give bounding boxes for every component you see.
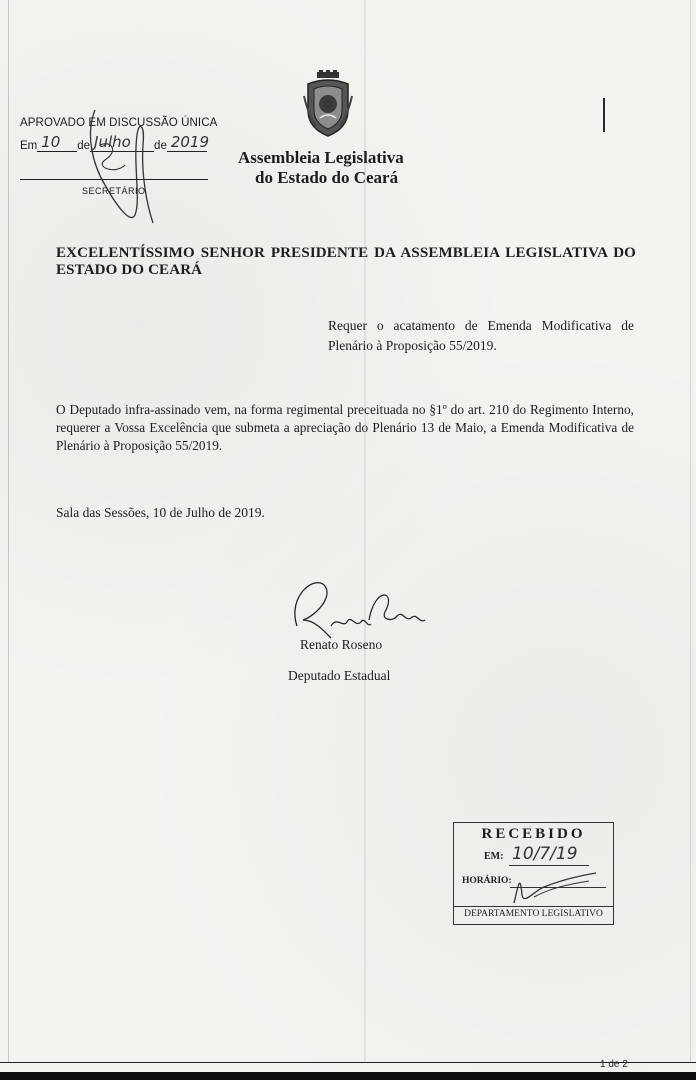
receipt-title: RECEBIDO [481, 826, 586, 842]
addressee: EXCELENTÍSSIMO SENHOR PRESIDENTE DA ASSEMBLEIA LEGISLATIVA DO ESTADO DO CEARÁ [56, 245, 636, 278]
page-number: 1 de 2 [600, 1059, 628, 1070]
page-edge-left [8, 0, 9, 1062]
receipt-date-line [509, 865, 589, 866]
ceara-coat-of-arms-icon [300, 70, 356, 140]
page-edge-right [690, 0, 691, 1062]
approval-de-label: de [77, 140, 91, 152]
viewer-bottom-bar [0, 1072, 696, 1080]
approval-signature-line [20, 179, 208, 180]
receipt-department: DEPARTAMENTO LEGISLATIVO [464, 909, 603, 919]
approval-de2-label: de [154, 140, 167, 152]
receipt-em-label: EM: [484, 851, 504, 862]
signer-name: Renato Roseno [300, 637, 383, 652]
signer-role: Deputado Estadual [288, 668, 391, 683]
ementa: Requer o acatamento de Emenda Modificativa de Plenário à Proposição 55/2019. [328, 318, 634, 353]
institution-line-2: do Estado do Ceará [255, 168, 399, 187]
receipt-horario-label: HORÁRIO: [462, 876, 512, 886]
handwritten-signature [285, 576, 435, 646]
approval-secretary-label: SECRETÁRIO [82, 186, 146, 196]
receipt-signature-scribble [504, 867, 604, 907]
approval-month: Julho [94, 133, 131, 151]
institution-line-1: Assembleia Legislativa [238, 148, 404, 167]
approval-day: 10 [41, 133, 61, 151]
approval-title: APROVADO EM DISCUSSÃO ÚNICA [20, 117, 218, 129]
receipt-stamp [453, 822, 614, 925]
institution-name [238, 148, 438, 188]
receipt-date: 10/7/19 [512, 844, 578, 864]
body-paragraph: O Deputado infra-assinado vem, na forma regimental preceituada no §1º do art. 210 do Regimento Interno, requerer a Vossa Excelência que submeta a apreciação do Plenário 13 de Maio, a Emenda Modificativa de Plenário à Proposição 55/2019. [56, 402, 634, 453]
receipt-separator [454, 906, 613, 907]
approval-em-label: Em [20, 140, 38, 152]
margin-mark [603, 98, 605, 132]
approval-signature-scribble [75, 105, 165, 230]
approval-year: 2019 [170, 133, 210, 151]
approval-stamp [20, 117, 218, 207]
place-date: Sala das Sessões, 10 de Julho de 2019. [56, 505, 265, 520]
bottom-rule [0, 1062, 696, 1063]
